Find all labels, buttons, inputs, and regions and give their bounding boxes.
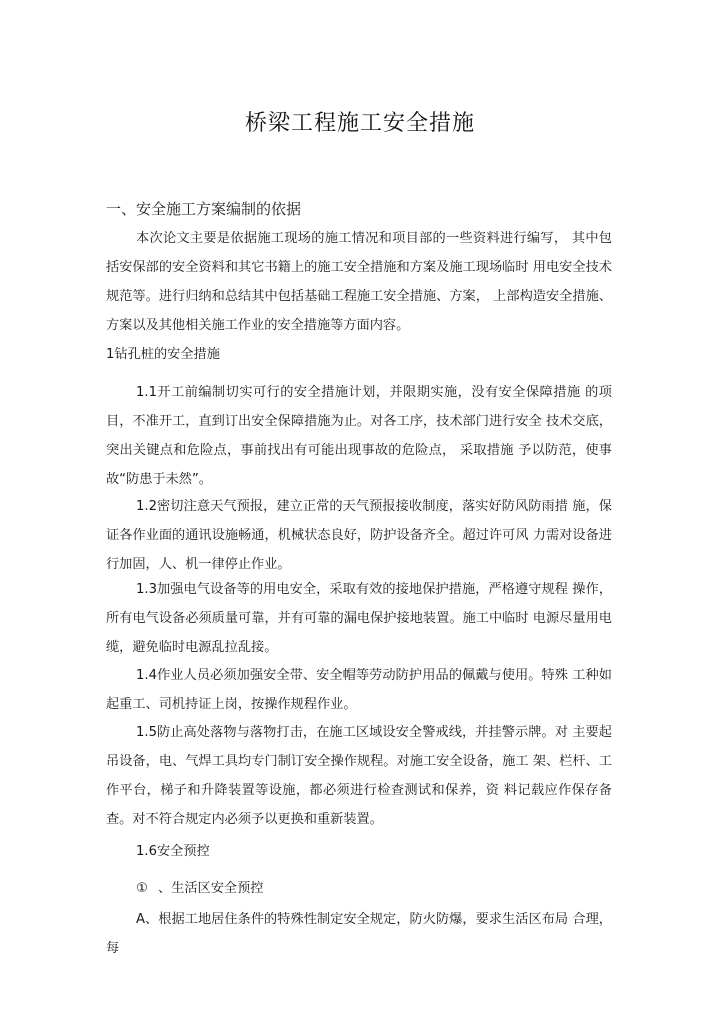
circled-number-marker: ① <box>136 881 148 896</box>
paragraph-item-1-2: 1.2密切注意天气预报，建立正常的天气预报接收制度，落实好防风防雨措 施，保证各作业面的通讯设施畅通，机械状态良好，防护设备齐全。超过许可风 力需对设备进行加固，人、机一律停止作业。 <box>106 499 612 572</box>
subsection-heading: 1钻孔桩的安全措施 <box>106 347 220 362</box>
paragraph-item-1-4: 1.4作业人员必须加强安全带、安全帽等劳动防护用品的佩戴与使用。特殊 工种如起重工、司机持证上岗，按操作规程作业。 <box>106 668 612 712</box>
section-heading: 一、安全施工方案编制的依据 <box>106 200 302 218</box>
living-area-heading-text: 、生活区安全预控 <box>158 881 264 896</box>
paragraph-a: A、根据工地居住条件的特殊性制定安全规定，防火防爆，要求生活区布局 合理，每 <box>106 912 612 956</box>
paragraph-item-1-3: 1.3加强电气设备等的用电安全，采取有效的接地保护措施，严格遵守规程 操作，所有电气设备必须质量可靠，并有可靠的漏电保护接地装置。施工中临时 电源尽量用电缆，避免临时电源乱拉乱接。 <box>106 582 612 655</box>
document-title: 桥梁工程施工安全措施 <box>244 111 475 136</box>
intro-paragraph: 本次论文主要是依据施工现场的施工情况和项目部的一些资料进行编写， 其中包括安保部的安全资料和其它书籍上的施工安全措施和方案及施工现场临时 用电安全技术规范等。进行归纳和总结其中包括基础工程施工安全措施、方案， 上部构造安全措施、方案以及其他相关施工作业的安全措施等方面内容。 <box>106 231 612 333</box>
living-area-heading <box>136 874 264 903</box>
paragraph-item-1-1: 1.1开工前编制切实可行的安全措施计划，并限期实施，没有安全保障措施 的项目，不准开工，直到订出安全保障措施为止。对各工序，技术部门进行安全 技术交底，突出关键点和危险点，事前找出有可能出现事故的危险点， 采取措施 予以防范，使事故“防患于未然”。 <box>106 385 612 487</box>
paragraph-item-1-5: 1.5防止高处落物与落物打击，在施工区域设安全警戒线，并挂警示牌。对 主要起吊设备，电、气焊工具均专门制订安全操作规程。对施工安全设备，施工 架、栏杆、工作平台，梯子和升降装置等设施，都必须进行检查测试和保养，资 料记载应作保存备查。对不符合规定内必须予以更换和重新装置。 <box>106 725 612 827</box>
item-1-6-heading: 1.6安全预控 <box>136 844 210 859</box>
